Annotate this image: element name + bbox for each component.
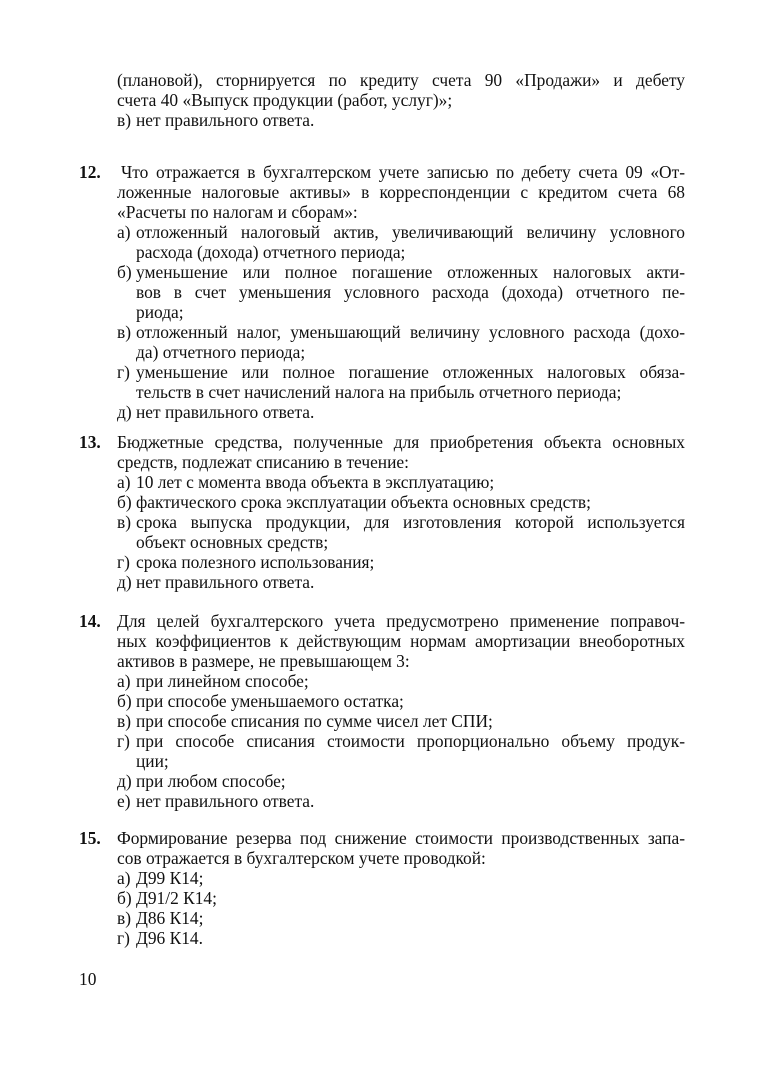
answer-option [117,573,685,591]
answer-option [117,869,685,887]
answer-option [117,263,685,281]
option-text: отложенный налоговый актив, увеличивающий величину условного [136,222,685,242]
option-label: д) [117,402,132,422]
option-text: Д91/2 К14; [136,888,217,908]
answer-option [117,223,685,241]
option-label: б) [117,691,132,711]
option-text-continued: да) отчетного периода; [136,342,306,362]
option-text: 10 лет с момента ввода объекта в эксплуатацию; [136,472,495,492]
option-label: а) [117,472,131,492]
option-label: б) [117,888,132,908]
answer-option [117,929,685,947]
option-text-continued: ции; [136,751,169,771]
answer-option [117,513,685,531]
question-text-line: Для целей бухгалтерского учета предусмотрено применение поправоч- [117,611,685,631]
option-label: е) [117,791,131,811]
question-text-line: Формирование резерва под снижение стоимости производственных запа- [117,828,685,848]
option-text-continued: объект основных средств; [136,532,329,552]
option-text: Д99 К14; [136,868,204,888]
answer-option [117,692,685,710]
question-number: 15. [79,828,101,848]
option-text: уменьшение или полное погашение отложенных налоговых акти- [136,262,685,282]
answer-option [117,403,685,421]
option-text: срока полезного использования; [136,552,375,572]
option-label: а) [117,671,131,691]
option-text: срока выпуска продукции, для изготовления которой используется [136,512,685,532]
option-label: д) [117,572,132,592]
answer-option [117,909,685,927]
question-text-line: сов отражается в бухгалтерском учете проводкой: [117,848,486,868]
option-text: при любом способе; [136,771,286,791]
option-label: г) [117,552,130,572]
option-text: нет правильного ответа. [136,791,315,811]
option-text: при линейном способе; [136,671,309,691]
option-label: б) [117,492,132,512]
option-label: в) [117,322,132,342]
question-text-line: Бюджетные средства, полученные для приобретения объекта основных [117,432,685,452]
option-label: а) [117,868,131,888]
option-text: при способе списания стоимости пропорционально объему продук- [136,731,685,751]
question-number: 13. [79,432,101,452]
answer-option [117,672,685,690]
option-text-continued: расхода (дохода) отчетного периода; [136,242,406,262]
answer-option [117,111,685,129]
option-label: а) [117,222,131,242]
answer-option [117,553,685,571]
option-text: Д96 К14. [136,928,203,948]
answer-option [117,772,685,790]
option-label: в) [117,908,132,928]
option-text: при способе уменьшаемого остатка; [136,691,404,711]
option-text: нет правильного ответа. [136,402,315,422]
option-text: при способе списания по сумме чисел лет СПИ; [136,711,493,731]
option-label: б) [117,262,132,282]
question-number: 12. [79,162,101,182]
answer-option [117,323,685,341]
question-text-line: ложенные налоговые активы» в корреспонденции с кредитом счета 68 [117,182,685,202]
question-text-line: «Расчеты по налогам и сборам»: [117,202,358,222]
answer-option [117,889,685,907]
option-text-continued: риода; [136,302,184,322]
option-text: отложенный налог, уменьшающий величину условного расхода (дохо- [136,322,685,342]
answer-option [117,473,685,491]
option-label: д) [117,771,132,791]
question-text-line: средств, подлежат списанию в течение: [117,452,409,472]
answer-option [117,493,685,511]
answer-option [117,712,685,730]
question-number: 14. [79,611,101,631]
option-label: г) [117,928,130,948]
option-text: нет правильного ответа. [136,572,315,592]
option-text-continued: тельств в счет начислений налога на прибыль отчетного периода; [136,382,622,402]
option-text: уменьшение или полное погашение отложенных налоговых обяза- [136,362,685,382]
option-text: фактического срока эксплуатации объекта основных средств; [136,492,591,512]
text-line: счета 40 «Выпуск продукции (работ, услуг)»; [117,90,453,110]
page-number: 10 [79,969,97,989]
question-text-line: ных коэффициентов к действующим нормам амортизации внеоборотных [117,631,685,651]
text-line: (плановой), сторнируется по кредиту счета 90 «Продажи» и дебету [117,70,685,90]
option-label: в) [117,512,132,532]
option-label: г) [117,731,130,751]
option-label: в) [117,711,132,731]
question-text-line: Что отражается в бухгалтерском учете записью по дебету счета 09 «От- [121,162,685,182]
answer-option [117,792,685,810]
answer-option [117,363,685,381]
option-label: в) [117,110,132,130]
option-text-continued: вов в счет уменьшения условного расхода (дохода) отчетного пе- [136,282,685,302]
option-text: нет правильного ответа. [136,110,315,130]
answer-option [117,732,685,750]
question-text-line: активов в размере, не превышающем 3: [117,651,410,671]
option-text: Д86 К14; [136,908,204,928]
option-label: г) [117,362,130,382]
